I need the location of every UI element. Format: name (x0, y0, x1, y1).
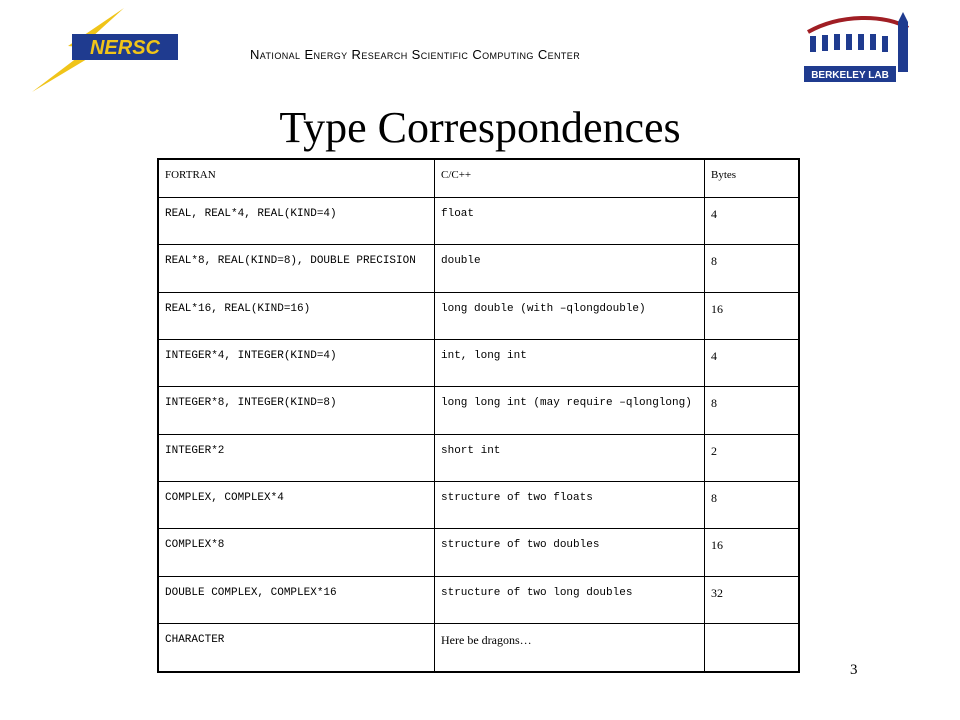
nersc-logo-text: NERSC (89, 37, 161, 59)
fortran-type-cell: REAL*16, REAL(KIND=16) (158, 292, 435, 339)
page-number: 3 (850, 662, 858, 678)
c-type-cell: int, long int (435, 340, 705, 387)
bytes-cell: 8 (705, 245, 800, 292)
fortran-type-cell: REAL*8, REAL(KIND=8), DOUBLE PRECISION (158, 245, 435, 292)
table-row (158, 624, 799, 672)
c-type-cell: long double (with –qlongdouble) (435, 292, 705, 339)
type-correspondence-table (157, 158, 800, 673)
fortran-type-cell: COMPLEX, COMPLEX*4 (158, 482, 435, 529)
c-type-cell: structure of two floats (435, 482, 705, 529)
fortran-type-cell: DOUBLE COMPLEX, COMPLEX*16 (158, 576, 435, 623)
c-type-cell: double (435, 245, 705, 292)
fortran-type-cell: INTEGER*4, INTEGER(KIND=4) (158, 340, 435, 387)
fortran-type-cell: CHARACTER (158, 624, 435, 672)
c-type-cell: long long int (may require –qlonglong) (435, 387, 705, 434)
bytes-cell (705, 624, 800, 672)
table-row (158, 529, 799, 576)
table-row (158, 198, 799, 245)
column-header-c: C/C++ (435, 159, 705, 198)
table-row (158, 387, 799, 434)
c-type-cell: Here be dragons… (435, 624, 705, 672)
nersc-logo (28, 8, 178, 92)
organization-header: National Energy Research Scientific Computing Center (250, 47, 581, 62)
campanile-tower-icon (898, 12, 908, 72)
bytes-cell: 2 (705, 434, 800, 481)
table-row (158, 292, 799, 339)
column-header-fortran: FORTRAN (158, 159, 435, 198)
fortran-type-cell: INTEGER*8, INTEGER(KIND=8) (158, 387, 435, 434)
bytes-cell: 16 (705, 292, 800, 339)
table-header-row (158, 159, 799, 198)
table-row (158, 245, 799, 292)
column-header-bytes: Bytes (705, 159, 800, 198)
c-type-cell: short int (435, 434, 705, 481)
bytes-cell: 4 (705, 340, 800, 387)
c-type-cell: structure of two doubles (435, 529, 705, 576)
slide-title: Type Correspondences (279, 103, 681, 152)
fortran-type-cell: COMPLEX*8 (158, 529, 435, 576)
table-row (158, 482, 799, 529)
bytes-cell: 16 (705, 529, 800, 576)
table-row (158, 576, 799, 623)
fortran-type-cell: REAL, REAL*4, REAL(KIND=4) (158, 198, 435, 245)
table-row (158, 434, 799, 481)
c-type-cell: structure of two long doubles (435, 576, 705, 623)
berkeley-lab-logo-text: BERKELEY LAB (811, 70, 889, 81)
bytes-cell: 32 (705, 576, 800, 623)
c-type-cell: float (435, 198, 705, 245)
bytes-cell: 4 (705, 198, 800, 245)
fortran-type-cell: INTEGER*2 (158, 434, 435, 481)
table-row (158, 340, 799, 387)
berkeley-lab-logo (800, 10, 925, 86)
bytes-cell: 8 (705, 387, 800, 434)
bytes-cell: 8 (705, 482, 800, 529)
